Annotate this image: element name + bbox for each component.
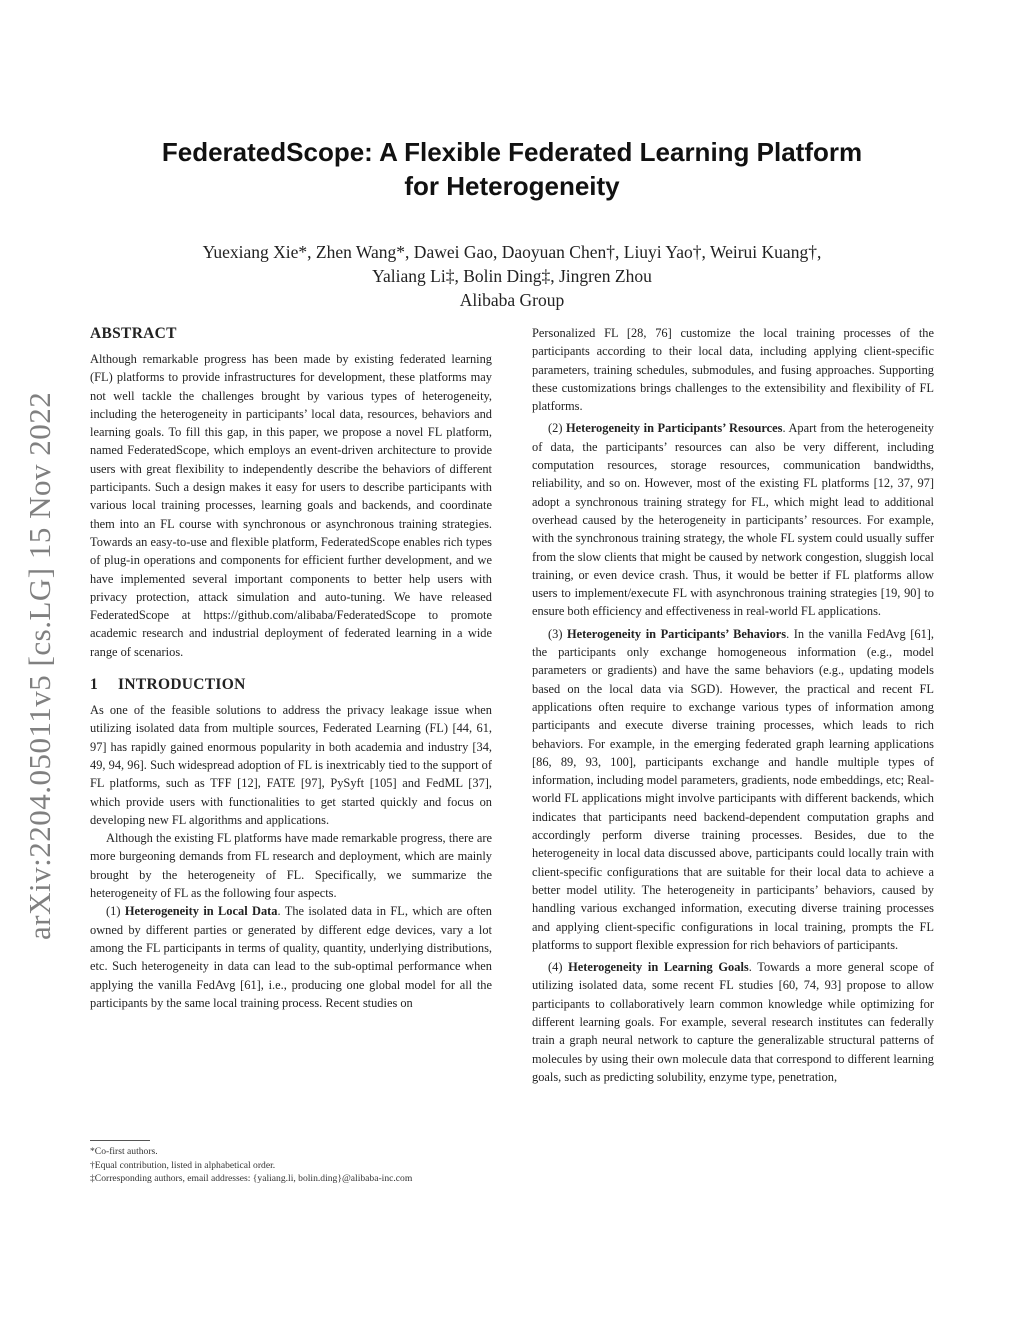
intro-heading-text: INTRODUCTION <box>118 676 246 694</box>
right-paragraph-3 <box>532 958 934 1086</box>
item-2-text: . Apart from the heterogeneity of data, the participants’ resources can also be very different, including computation resources, storage resources, communication bandwidths, reliability, and so on. However, most of the existing FL platforms [12, 37, 97] adopt a synchronous training strategy for FL, which might lead to additional overhead caused by the heterogeneity in participants’ resources. For example, with the synchronous training strategy, the whole FL system could usually suffer from the slow clients that might be caused by network congestion, sluggish local training, or even device crash. Thus, it would be better if FL platforms allow users to implement/execute FL with asynchronous training strategies [19, 90] to ensure both efficiency and effectiveness in real-world FL applications. <box>532 421 935 619</box>
item-4-heading: Heterogeneity in Learning Goals <box>568 960 749 975</box>
intro-section-number: 1 <box>90 676 99 694</box>
right-paragraph-0: Personalized FL [28, 76] customize the local training processes of the participants according to their local data, including applying client-specific parameters, training schedules, submodules, and fusing approaches. Supporting these customizations brings challenges to the extensibility and flexibility of FL platforms. <box>532 326 934 414</box>
authors-line-1: Yuexiang Xie*, Zhen Wang*, Dawei Gao, Daoyuan Chen†, Liuyi Yao†, Weirui Kuang†, <box>202 242 822 262</box>
footnotes <box>90 1140 492 1186</box>
footnote-rule <box>90 1140 150 1141</box>
footnote-2: †Equal contribution, listed in alphabetical order. <box>90 1159 276 1171</box>
intro-heading <box>90 675 492 695</box>
item-4-prefix: (4) <box>548 960 569 975</box>
item-3-heading: Heterogeneity in Participants’ Behaviors <box>567 626 787 641</box>
footnote-3: ‡Corresponding authors, email addresses: {yaliang.li, bolin.ding}@alibaba-inc.com <box>90 1173 413 1184</box>
left-column <box>90 324 492 1012</box>
item-3-text: . In the vanilla FedAvg [61], the participants only exchange homogeneous information (e.g., model parameters or gradients) and have the same behaviors (e.g., updating models based on the local data via SGD). However, the practical and recent FL applications often require to exchange various types of information among participants and execute diverse training processes, which leads to rich behaviors. For example, in the emerging federated graph learning applications [86, 89, 93, 100], participants exchange and handle multiple types of information, including model parameters, gradients, node embeddings, etc; Real-world FL applications might involve participants with different backends, which indicates that participants need backend-dependent computation graphs and accordingly perform diverse training processes. Besides, due to the heterogeneity in local data discussed above, participants could locally train with client-specific configurations that are suitable for their local data to achieve a better model utility. The heterogeneity in participants’ behaviors, caused by handling various exchanged information, executing diverse training processes and applying client-specific configurations in local training, prompts the FL platforms to support flexible expression for rich behaviors of participants. <box>532 626 934 952</box>
affiliation: Alibaba Group <box>459 290 565 310</box>
item-3-prefix: (3) <box>548 626 568 641</box>
item-2-heading: Heterogeneity in Participants’ Resources <box>566 421 783 436</box>
item-1-prefix: (1) <box>106 904 125 919</box>
authors-line-2: Yaliang Li‡, Bolin Ding‡, Jingren Zhou <box>372 266 652 286</box>
footnote-1: *Co-first authors. <box>90 1146 158 1157</box>
right-paragraph-2 <box>532 625 934 954</box>
item-1-text: . The isolated data in FL, which are often owned by different parties or generated by different edge devices, vary a lot among the FL participants in terms of quality, quantity, underlying distributions, etc. Such heterogeneity in data can lead to the sub-optimal performance when applying the vanilla FedAvg [61], i.e., producing one global model for all the participants by the same local training process. Recent studies on <box>90 904 492 1010</box>
intro-paragraph-3 <box>90 902 492 1012</box>
right-column <box>532 324 934 1086</box>
arxiv-identifier: arXiv:2204.05011v5 [cs.LG] 15 Nov 2022 <box>22 391 57 940</box>
paper-title <box>100 135 924 203</box>
intro-paragraph-2: Although the existing FL platforms have made remarkable progress, there are more burgeoning demands from FL research and deployment, which are mainly brought by the heterogeneity of FL. Specifically, we summarize the heterogeneity of FL as the following four aspects. <box>90 831 492 901</box>
intro-paragraph-1: As one of the feasible solutions to address the privacy leakage issue when utilizing isolated data from multiple sources, Federated Learning (FL) [44, 61, 97] has rapidly gained enormous popularity in both academia and industry [34, 49, 94, 96]. Such widespread adoption of FL is inextricably tied to the support of FL platforms, such as TFF [12], FATE [97], PySyft [105] and FedML [37], which provide users with functionalities to get started quickly and focus on developing new FL algorithms and applications. <box>90 703 492 827</box>
title-line-2: for Heterogeneity <box>404 171 620 201</box>
abstract-heading: ABSTRACT <box>90 325 177 342</box>
item-4-text: . Towards a more general scope of utilizing isolated data, some recent FL studies [60, 74, 93] propose to allow participants to collaboratively learn common knowledge while optimizing for different learning goals. For example, several research institutes can federally train a graph neural network to capture the generalizable structural patterns of molecules by using their own molecule data that correspond to different learning goals, such as predicting solubility, enzyme type, penetration, <box>532 960 935 1084</box>
item-1-heading: Heterogeneity in Local Data <box>124 904 278 919</box>
title-line-1: FederatedScope: A Flexible Federated Learning Platform <box>161 137 863 167</box>
abstract-text: Although remarkable progress has been made by existing federated learning (FL) platforms to provide infrastructures for development, these platforms may not well tackle the challenges brought by various types of heterogeneity, including the heterogeneity in participants’ local data, resources, behaviors and learning goals. To fill this gap, in this paper, we propose a novel FL platform, named FederatedScope, which employs an event-driven architecture to provide users with great flexibility to independently describe the behaviors of different participants. Such a design makes it easy for users to describe participants with various local training processes, learning goals and backends, and coordinate them into an FL course with synchronous or asynchronous training strategies. Towards an easy-to-use and flexible platform, FederatedScope enables rich types of plug-in operations and components for efficient further development, and we have implemented several important components to better help users with privacy protection, attack simulation and auto-tuning. We have released FederatedScope at https://github.com/alibaba/FederatedScope to promote academic research and industrial deployment of federated learning in a wide range of scenarios. <box>90 352 492 659</box>
right-paragraph-1 <box>532 419 934 620</box>
item-2-prefix: (2) <box>548 421 567 436</box>
author-block <box>100 240 924 312</box>
